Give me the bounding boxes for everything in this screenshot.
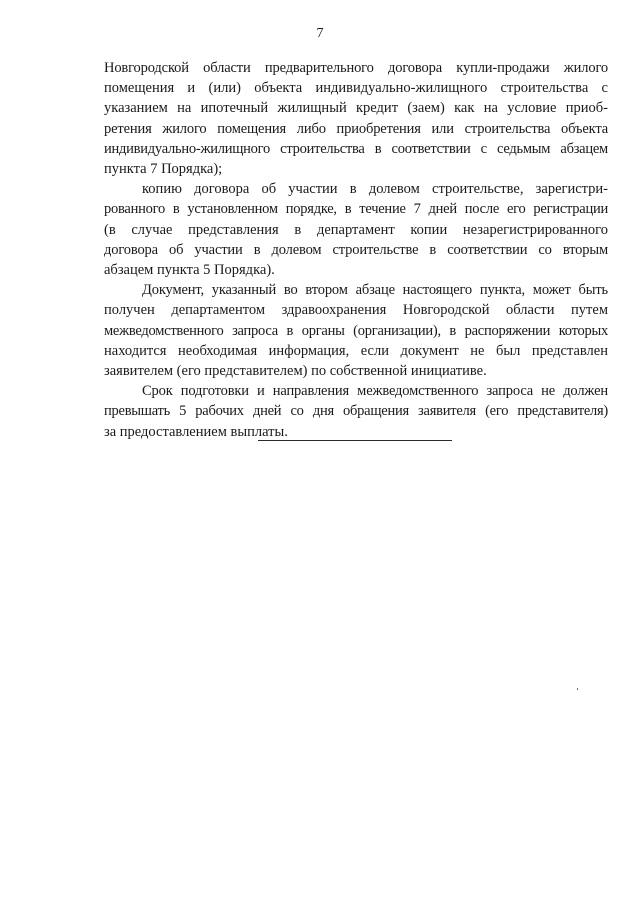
- text-line: договора об участии в долевом строительстве в соответствии со вторым: [104, 241, 608, 258]
- text-line: за предоставлением выплаты.: [104, 423, 288, 440]
- paragraph-4: [104, 381, 608, 442]
- text-line: помещения и (или) объекта индивидуально-жилищного строительства с: [104, 80, 608, 97]
- text-line: абзацем пункта 5 Порядка).: [104, 262, 275, 279]
- text-line: находится необходимая информация, если документ не был представлен: [104, 342, 608, 359]
- text-line: заявителем (его представителем) по собственной инициативе.: [104, 363, 487, 380]
- text-line: межведомственного запроса в органы (организации), в распоряжении которых: [104, 322, 608, 339]
- paragraph-3: [104, 280, 608, 381]
- scan-speck: [577, 688, 578, 690]
- text-line: Новгородской области предварительного договора купли-продажи жилого: [104, 60, 608, 76]
- text-line: превышать 5 рабочих дней со дня обращения заявителя (его представителя): [104, 403, 608, 420]
- page-number: 7: [316, 26, 324, 41]
- text-line: получен департаментом здравоохранения Новгородской области путем: [104, 302, 608, 319]
- text-line: копию договора об участии в долевом строительстве, зарегистри-: [142, 181, 608, 198]
- text-line: пункта 7 Порядка);: [104, 161, 223, 178]
- document-body: [104, 58, 608, 442]
- text-line: Документ, указанный во втором абзаце настоящего пункта, может быть: [142, 282, 608, 299]
- text-line: Срок подготовки и направления межведомственного запроса не должен: [142, 383, 608, 400]
- text-line: рованного в установленном порядке, в течение 7 дней после его регистрации: [104, 201, 608, 218]
- paragraph-1: [104, 58, 608, 179]
- end-of-text-rule: [258, 440, 452, 441]
- text-line: ретения жилого помещения либо приобретения или строительства объекта: [104, 120, 608, 137]
- text-line: (в случае представления в департамент копии незарегистрированного: [104, 221, 608, 238]
- text-line: указанием на ипотечный жилищный кредит (заем) как на условие приоб-: [104, 100, 608, 117]
- paragraph-2: [104, 179, 608, 280]
- text-line: индивидуально-жилищного строительства в соответствии с седьмым абзацем: [104, 140, 608, 157]
